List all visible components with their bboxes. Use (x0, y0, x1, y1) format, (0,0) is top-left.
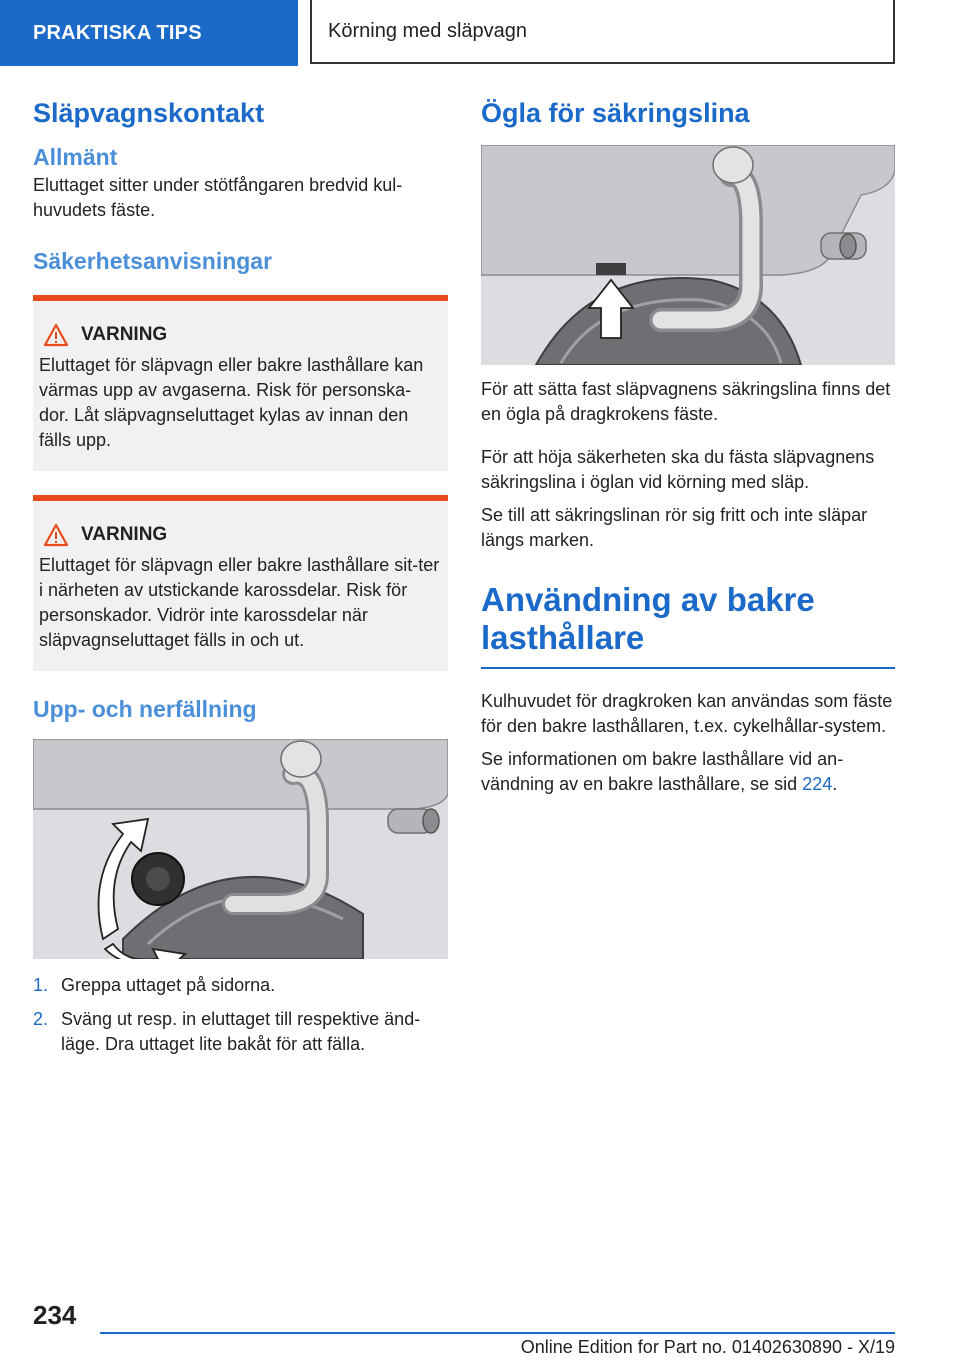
left-column (33, 96, 448, 1066)
section-title: Släpvagnskontakt (33, 98, 265, 128)
warning-box (33, 495, 448, 671)
step-text: Greppa uttaget på sidorna. (61, 974, 276, 995)
rack-paragraph: Kulhuvudet för dragkroken kan användas som fäste för den bakre lasthållaren, t.ex. cykelhållar-system. (481, 691, 893, 737)
step-item (33, 973, 448, 998)
warning-label: VARNING (81, 523, 168, 545)
loop-paragraph: För att höja säkerheten ska du fästa släpvagnens säkringslina i öglan vid körning med släp. (481, 447, 875, 493)
right-column (481, 96, 895, 797)
general-heading: Allmänt (33, 144, 118, 171)
warning-header (39, 323, 440, 347)
rack-reference-text: Se informationen om bakre lasthållare vid an-vändning av en bakre lasthållare, se sid (481, 749, 844, 795)
edition-text: Online Edition for Part no. 01402630890 - X/19 (520, 1337, 895, 1357)
section-title: Ögla för säkringslina (481, 98, 750, 128)
page-reference-link[interactable]: 224 (802, 774, 833, 795)
loop-paragraph: För att sätta fast släpvagnens säkringslina finns det en ögla på dragkrokens fäste. (481, 379, 891, 425)
safety-heading: Säkerhetsanvisningar (33, 247, 273, 274)
socket-fold-illustration (33, 739, 448, 959)
socket-fold-drawing (33, 739, 448, 959)
warning-text: Eluttaget för släpvagn eller bakre lasthållare kan värmas upp av avgaserna. Risk för personska-dor. Låt släpvagnseluttaget kylas av innan den fälls upp. (39, 354, 424, 450)
warning-triangle-icon (43, 523, 69, 547)
safety-loop-drawing (481, 145, 895, 365)
safety-loop-illustration (481, 145, 895, 365)
step-item (33, 1007, 448, 1057)
warning-triangle-icon (43, 323, 69, 347)
step-number: 1. (33, 974, 49, 995)
warning-box (33, 295, 448, 471)
steps-list (33, 973, 448, 1057)
section-tab[interactable]: PRAKTISKA TIPS (0, 0, 298, 66)
rack-reference-paragraph (481, 747, 895, 797)
warning-header (39, 523, 440, 547)
step-number: 2. (33, 1008, 49, 1029)
warning-label: VARNING (81, 323, 168, 345)
page-number: 234 (33, 1300, 77, 1330)
loop-paragraph: Se till att säkringslinan rör sig fritt och inte släpar längs marken. (481, 505, 868, 551)
page-header (0, 0, 960, 66)
fold-heading: Upp- och nerfällning (33, 695, 257, 722)
rack-heading: Användning av bakre lasthållare (481, 581, 895, 669)
warning-text: Eluttaget för släpvagn eller bakre lasthållare sit-ter i närheten av utstickande karossdelar. Risk för personskador. Vidrör inte karossdelar när släpvagnseluttaget fälls in och ut. (39, 554, 440, 650)
step-text: Sväng ut resp. in eluttaget till respektive änd-läge. Dra uttaget lite bakåt för att fälla. (61, 1008, 421, 1054)
footer-divider (100, 1332, 895, 1334)
rack-reference-end: . (832, 774, 838, 795)
chapter-tab[interactable]: Körning med släpvagn (310, 0, 895, 64)
general-text: Eluttaget sitter under stötfångaren bredvid kul-huvudets fäste. (33, 174, 403, 220)
